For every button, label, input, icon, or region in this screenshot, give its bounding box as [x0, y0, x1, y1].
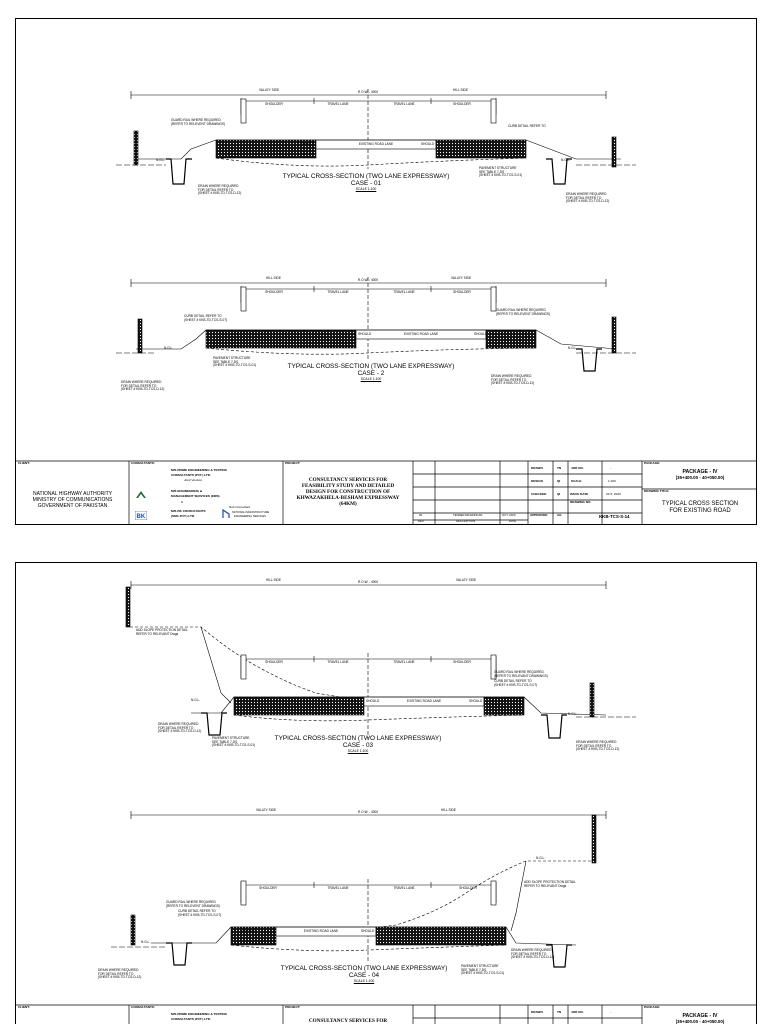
note-curb — [494, 680, 537, 687]
nies-logo-icon — [222, 509, 230, 519]
note-line: DRAIN WHERE REQUIRED — [158, 722, 199, 726]
drawing-sheet-2 — [15, 562, 757, 1024]
consultant-line: NATIONAL INFRASTRUCTURE — [232, 511, 270, 514]
consultant-line: ENGINEERING SERVICES — [234, 515, 266, 518]
client-line: MINISTRY OF COMMUNICATIONS — [32, 497, 113, 503]
note-drain-right — [511, 949, 554, 960]
note-line: ADD SLOPE PROTECTION DETAIL — [136, 628, 188, 632]
drawing-title-line: TYPICAL CROSS SECTION — [661, 501, 739, 507]
consultant-line: M/S PRIME ENGINEERING & TESTING — [171, 1012, 228, 1016]
note-pavement — [212, 737, 255, 748]
issue-date-value: OCT, 2020 — [606, 492, 621, 496]
note-drain-right — [576, 741, 619, 752]
row-dimension-label: R.O.W. - 4000 — [357, 278, 379, 282]
lane-label: SHOULDER — [259, 886, 277, 890]
section-scale: SCALE 1:100 — [360, 377, 382, 382]
client-line: NATIONAL HIGHWAY AUTHORITY — [32, 491, 113, 497]
section-case: CASE - 01 — [350, 180, 382, 188]
section-title: TYPICAL CROSS-SECTION (TWO LANE EXPRESSWAY) — [280, 965, 448, 972]
project-line: DESIGN FOR CONSTRUCTION OF — [305, 489, 391, 495]
should-label: SHOULD — [421, 142, 435, 146]
lane-label: SHOULDER — [265, 290, 283, 294]
ngl-label: N.G.L. — [156, 158, 166, 162]
should-label: SHOULD — [366, 699, 380, 703]
section-case: CASE - 04 — [348, 972, 380, 980]
package-caption: PACKAGE: — [644, 1005, 661, 1009]
note-pavement — [479, 167, 522, 178]
lane-label: TRAVEL LANE — [327, 102, 349, 106]
project-block — [283, 477, 413, 507]
project-caption: PROJECT: — [285, 1005, 301, 1009]
row-dimension-label: R.O.W. - 4000 — [357, 810, 379, 814]
note-line: SEE TABLE 7-DS — [213, 359, 239, 364]
note-line: (SHEET # KKB-TD-TCS-S-01) — [212, 743, 256, 748]
drawing-title-block — [642, 501, 757, 515]
consultant-line: Joint Venture — [184, 478, 203, 482]
consultant-line: & — [181, 500, 184, 504]
note-line: DRAIN WHERE REQUIRED — [566, 192, 607, 196]
note-drain-left — [121, 381, 164, 392]
job-no-value: - — [610, 1010, 612, 1014]
package-range: (35+400.00 - 40+050.00) — [675, 475, 725, 480]
section-case-01 — [116, 89, 636, 184]
should-label: SHOULD — [469, 699, 483, 703]
section-title: TYPICAL CROSS-SECTION (TWO LANE EXPRESSWAY) — [274, 735, 442, 742]
lane-label: TRAVEL LANE — [393, 660, 415, 664]
rev-header-no: REV. — [418, 519, 425, 523]
note-line: FOR DETAIL REFER TO — [566, 195, 602, 200]
lane-label: TRAVEL LANE — [393, 102, 415, 106]
section-title-case-03 — [275, 735, 442, 753]
lane-label: SHOULDER — [265, 660, 283, 664]
road-label: EXISTING ROAD LANE — [358, 142, 394, 146]
note-guard-rail — [171, 119, 225, 126]
project-block — [283, 1018, 413, 1024]
note-drain-right — [491, 375, 534, 386]
drawing-title-caption: DRAWING TITLE: — [644, 489, 670, 493]
note-drain-left — [98, 969, 141, 980]
package-range: (35+400.00 - 40+050.00) — [675, 1019, 725, 1024]
consultant-line: M/S PRIME ENGINEERING & TESTING — [171, 468, 228, 472]
note-line: CURB DETAIL REFER TO — [508, 124, 546, 128]
drawn-value: TN — [557, 1010, 562, 1014]
section-scale: SCALE 1:100 — [347, 749, 369, 754]
package-caption: PACKAGE: — [644, 461, 661, 465]
note-line: DRAIN WHERE REQUIRED — [491, 374, 532, 378]
row-dimension-label: R.O.W. - 4000 — [357, 90, 379, 94]
note-curb — [184, 315, 227, 322]
note-line: (SHEET # KKB-TD-TCS-S-07) — [184, 317, 228, 322]
note-line: PAVEMENT STRUCTURE — [213, 356, 251, 360]
svg-text:BK: BK — [136, 514, 146, 520]
rev-header-date: DATE — [509, 519, 517, 523]
note-line: (SHEET # KKB-TD-TCS-S-07) — [494, 682, 538, 687]
section-title-case-01 — [283, 173, 450, 191]
note-line: (SHEET # KKB-TD-TCS-D-12) — [566, 199, 610, 204]
note-line: (SHEET # KKB-TD-TCS-D-12) — [198, 191, 242, 196]
package-block — [642, 1013, 757, 1024]
note-line: (REFER TO RELEVENT DRAWINGS) — [496, 311, 551, 316]
project-line: (64KM) — [339, 501, 357, 507]
section-scale: SCALE 1:100 — [355, 187, 377, 192]
lane-label: TRAVEL LANE — [327, 290, 349, 294]
project-line: CONSULTANCY SERVICES FOR — [308, 1018, 388, 1024]
note-drain-left — [158, 723, 201, 734]
scale-label: SCALE — [571, 479, 582, 483]
left-side-label: VALLEY SIDE — [256, 808, 277, 812]
project-line: FEASIBILITY STUDY AND DETAILED — [301, 483, 395, 489]
rev-date: OCT, 2020 — [502, 513, 516, 517]
note-line: (SHEET # KKB-TD-TCS-S-01) — [479, 173, 523, 178]
section-case-2 — [116, 277, 636, 371]
lane-label: SHOULDER — [453, 290, 471, 294]
ngl-label: N.G.L. — [561, 158, 571, 162]
consultant-line: CONSULTANTS (PVT.) LTD. — [171, 1017, 211, 1021]
note-line: (SHEET # KKB-TD-TCS-D-12) — [576, 747, 620, 752]
lane-label: SHOULDER — [265, 102, 283, 106]
note-line: (REFER TO RELEVENT DRAWINGS) — [171, 121, 226, 126]
lane-label: SHOULDER — [459, 886, 477, 890]
note-curb — [178, 910, 221, 917]
consultants-caption: CONSULTANTS: — [131, 1005, 155, 1009]
lane-label: SHOULDER — [453, 660, 471, 664]
lane-label: TRAVEL LANE — [393, 290, 415, 294]
note-line: SEE TABLE 7-DS — [461, 967, 487, 972]
left-side-label: HILL SIDE — [266, 578, 281, 582]
checked-value: QI — [557, 492, 561, 496]
road-label: EXISTING ROAD LANE — [406, 699, 442, 703]
note-guard-rail — [166, 901, 220, 908]
note-line: (SHEET # KKB-TD-TCS-D-12) — [511, 955, 555, 960]
note-line: PAVEMENT STRUCTURE — [479, 166, 517, 170]
note-line: SEE TABLE 7-DS — [479, 169, 505, 174]
lane-label: TRAVEL LANE — [393, 886, 415, 890]
left-side-label: HILL SIDE — [266, 276, 281, 280]
note-line: FOR DETAIL REFER TO — [98, 971, 134, 976]
drawing-no-value: KKB-TCS-S-14 — [599, 514, 630, 519]
section-case: CASE - 2 — [357, 370, 385, 378]
project-line: KHWAZAKHELA-BESHAM EXPRESSWAY — [296, 495, 400, 501]
ngl-label: N.G.L. — [141, 940, 151, 944]
ngl-label: N.G.L. — [191, 698, 201, 702]
road-label: EXISTING ROAD LANE — [403, 332, 439, 336]
right-side-label: HILL SIDE — [453, 88, 468, 92]
note-line: GUARD RAIL WHERE REQUIRED — [496, 308, 546, 312]
approved-value: AG — [557, 513, 562, 517]
note-guard-rail — [496, 309, 550, 316]
package-block — [642, 469, 757, 481]
note-line: FOR DETAIL REFER TO — [121, 383, 157, 388]
drawing-title-line: FOR EXISTING ROAD — [669, 508, 731, 514]
note-line: FOR DETAIL REFER TO — [576, 743, 612, 748]
note-line: (SHEET # KKB-TD-TCS-S-01) — [461, 971, 505, 976]
consultant-logo-icon — [135, 490, 147, 499]
consultant-line: CONSULTANTS (PVT.) LTD. — [171, 473, 211, 477]
consultant-line: Sub Consultant — [229, 505, 251, 509]
design-label: DESIGN — [531, 479, 543, 483]
issue-date-label: ISSUE DATE — [570, 492, 589, 496]
note-line: FOR DETAIL REFER TO — [198, 187, 234, 192]
lane-label: SHOULDER — [453, 102, 471, 106]
note-line: (SHEET # KKB-TD-TCS-D-12) — [98, 975, 142, 980]
section-title: TYPICAL CROSS-SECTION (TWO LANE EXPRESSWAY) — [282, 173, 450, 180]
note-line: REFER TO RELEVANT Dwgs — [524, 883, 567, 888]
note-line: FOR DETAIL REFER TO — [158, 725, 194, 730]
project-caption: PROJECT: — [285, 461, 301, 465]
note-line: CURB DETAIL REFER TO — [184, 314, 222, 318]
job-no-label: JOB NO. — [571, 1010, 584, 1014]
consultant-line: MANAGEMENT SERVICES (EMS) — [171, 494, 220, 498]
note-line: PAVEMENT STRUCTURE — [461, 964, 499, 968]
client-caption: CLIENT: — [18, 461, 30, 465]
note-line: (SHEET # KKB-TD-TCS-S-01) — [213, 363, 257, 368]
note-line: (REFER TO RELEVANT DRAWINGS) — [494, 673, 548, 678]
note-line: SEE TABLE 7-DS — [212, 739, 238, 744]
consultant-line: (SMC-PVT.) LTD. — [171, 514, 196, 518]
scale-value: 1:100 — [608, 479, 616, 483]
drawing-sheet-1 — [15, 18, 757, 525]
note-line: (SHEET # KKB-TD-TCS-D-12) — [158, 729, 202, 734]
rev-header-desc: DESCRIPTION — [456, 519, 476, 523]
drawn-value: TN — [557, 466, 562, 470]
job-no-value: - — [610, 466, 612, 470]
should-label: SHOULD — [301, 142, 315, 146]
note-line: DRAIN WHERE REQUIRED — [198, 184, 239, 188]
project-line: CONSULTANCY SERVICES FOR — [308, 477, 388, 483]
note-line: FOR DETAIL REFER TO — [511, 951, 547, 956]
sheet-1-drawing — [16, 19, 757, 525]
sheet-2-drawing — [16, 563, 757, 1024]
note-line: GUARD RAIL WHERE REQUIRED — [166, 900, 216, 904]
note-line: (SHEET # KKB-TD-TCS-S-07) — [178, 912, 222, 917]
ngl-label: N.G.L. — [164, 346, 174, 350]
note-line: FOR DETAIL REFER TO — [491, 377, 527, 382]
note-drain-left — [198, 185, 241, 196]
section-title-case-2 — [288, 363, 455, 381]
note-line: CURB DETAIL REFER TO — [178, 909, 216, 913]
note-curb — [508, 125, 546, 129]
design-value: QI — [557, 479, 561, 483]
note-line: (SHEET # KKB-TD-TCS-D-12) — [491, 381, 535, 386]
note-line: DRAIN WHERE REQUIRED — [121, 380, 162, 384]
section-scale: SCALE 1:100 — [353, 979, 375, 984]
section-title-case-04 — [281, 965, 448, 983]
drawing-no-label: DRAWING NO. — [570, 500, 592, 504]
package-name: PACKAGE - IV — [682, 469, 718, 475]
note-line: DRAIN WHERE REQUIRED — [511, 948, 552, 952]
right-side-label: VALLEY SIDE — [456, 578, 477, 582]
checked-label: CHECKED — [531, 492, 547, 496]
note-pavement — [213, 357, 256, 368]
note-slope-protection — [136, 629, 188, 636]
note-line: ADD SLOPE PROTECTION DETAIL — [524, 880, 576, 884]
consultant-line: M/S ENGINEERING & — [171, 489, 203, 493]
package-name: PACKAGE - IV — [682, 1013, 718, 1019]
lane-label: TRAVEL LANE — [327, 886, 349, 890]
note-line: (REFER TO RELEVENT DRAWINGS) — [166, 903, 221, 908]
note-line: CURB DETAIL REFER TO — [494, 679, 532, 683]
ngl-label: N.G.L. — [536, 856, 546, 860]
rev-no: 00 — [419, 513, 423, 517]
ngl-label: N.G.L. — [568, 712, 578, 716]
drawn-label: DRAWN — [531, 1010, 543, 1014]
should-label: SHOULD — [358, 332, 372, 336]
note-line: GUARD RAIL WHERE REQUIRED — [494, 670, 544, 674]
right-side-label: HILL SIDE — [441, 808, 456, 812]
row-dimension-label: R.O.W. - 4000 — [357, 580, 379, 584]
note-line: DRAIN WHERE REQUIRED — [576, 740, 617, 744]
client-caption: CLIENT: — [18, 1005, 30, 1009]
note-line: DRAIN WHERE REQUIRED — [98, 968, 139, 972]
right-side-label: VALLEY SIDE — [451, 276, 472, 280]
rev-desc: TENDER DRAWINGSS — [453, 513, 483, 517]
note-slope-protection — [524, 881, 576, 888]
approved-label: APPROVED — [530, 513, 548, 517]
road-label: EXISTING ROAD LANE — [303, 929, 339, 933]
should-label: SHOULD — [242, 929, 256, 933]
section-title: TYPICAL CROSS-SECTION (TWO LANE EXPRESSWAY) — [287, 363, 455, 370]
bk-logo-icon — [135, 511, 147, 520]
note-pavement — [461, 965, 504, 976]
ngl-label: N.G.L. — [568, 346, 578, 350]
consultants-caption: CONSULTANTS: — [131, 461, 155, 465]
left-side-label: VALLEY SIDE — [259, 88, 280, 92]
note-line: (SHEET # KKB-TD-TCS-D-12) — [121, 387, 165, 392]
note-line: GUARD RAIL WHERE REQUIRED — [171, 118, 221, 122]
note-guard-rail — [494, 671, 548, 678]
job-no-label: JOB NO. — [571, 466, 584, 470]
section-case: CASE - 03 — [342, 742, 374, 750]
lane-label: TRAVEL LANE — [327, 660, 349, 664]
should-label: SHOULD — [361, 929, 375, 933]
should-label: SHOULD — [474, 332, 488, 336]
drawn-label: DRAWN — [531, 466, 543, 470]
consultant-line: M/S BK CONSULTANTS — [171, 509, 206, 513]
note-line: REFER TO RELEVANT Dwgs — [136, 631, 179, 636]
client-line: GOVERNMENT OF PAKISTAN — [37, 503, 108, 509]
note-line: PAVEMENT STRUCTURE — [212, 736, 250, 740]
note-drain-right — [566, 193, 609, 204]
client-block — [16, 491, 129, 509]
